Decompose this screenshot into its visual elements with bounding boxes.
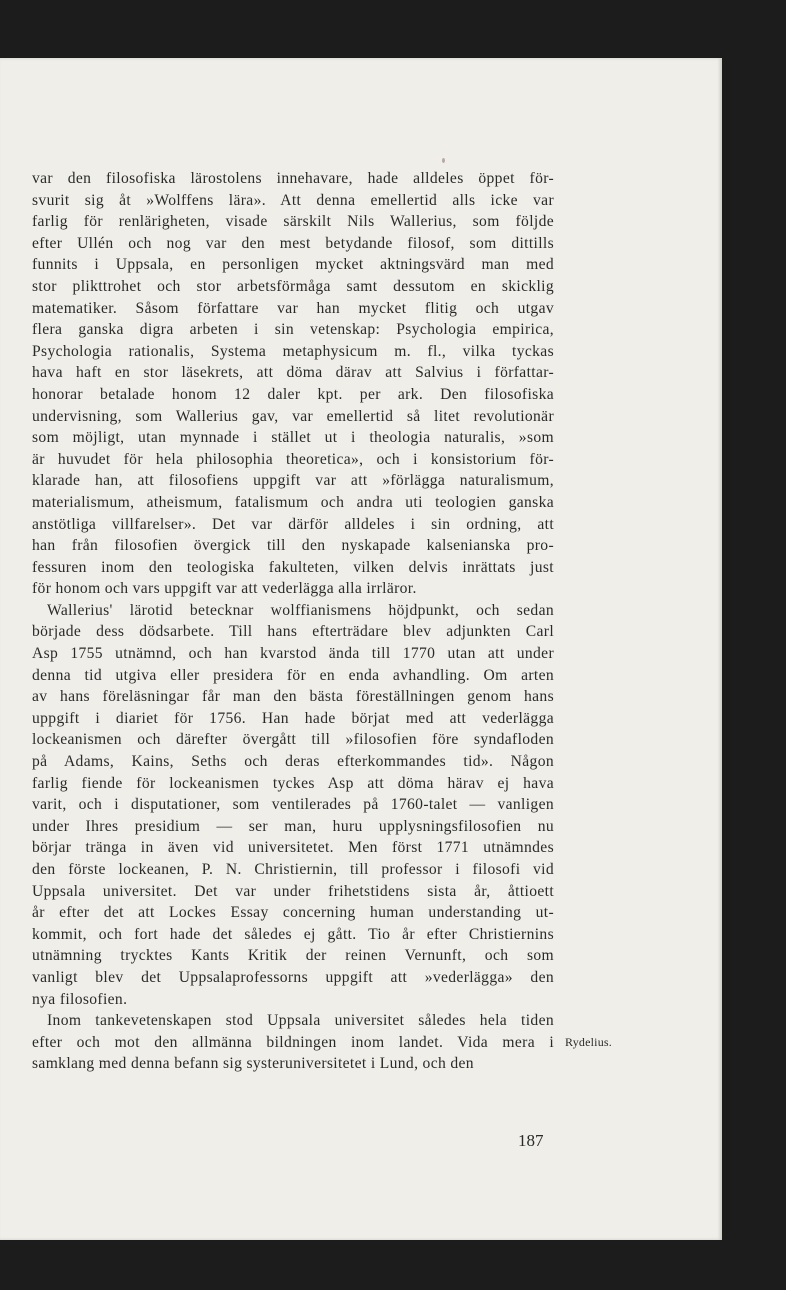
body-text xyxy=(32,168,554,1075)
text-line: funnits i Uppsala, en personligen mycket aktningsvärd man med xyxy=(32,256,554,274)
text-line: lockeanismen och därefter övergått till »filosofien före syndafloden xyxy=(32,731,554,749)
text-line: vanligt blev det Uppsalaprofessorns uppgift att »vederlägga» den xyxy=(32,968,554,986)
text-line: han från filosofien övergick till den nyskapade kalsenianska pro- xyxy=(32,537,554,555)
text-line: Psychologia rationalis, Systema metaphysicum m. fl., vilka tyckas xyxy=(32,342,554,360)
text-line: var den filosofiska lärostolens innehavare, hade alldeles öppet för- xyxy=(32,170,554,187)
text-line: Wallerius' lärotid betecknar wolffianismens höjdpunkt, och sedan xyxy=(47,601,554,619)
text-line: utnämning trycktes Kants Kritik der reinen Vernunft, och som xyxy=(32,947,554,965)
text-line: börjar tränga in även vid universitetet. Men först 1771 utnämndes xyxy=(32,839,554,857)
text-line: under Ihres presidium — ser man, huru upplysningsfilosofien nu xyxy=(32,817,554,835)
text-line: kommit, och fort hade det således ej gått. Tio år efter Christiernins xyxy=(32,925,554,943)
text-line: på Adams, Kains, Seths och deras efterkommandes tid». Någon xyxy=(32,753,554,771)
text-line: honorar betalade honom 12 daler kpt. per ark. Den filosofiska xyxy=(32,385,554,403)
text-line: den förste lockeanen, P. N. Christiernin, till professor i filosofi vid xyxy=(32,861,554,878)
text-line: Inom tankevetenskapen stod Uppsala universitet således hela tiden xyxy=(47,1012,554,1030)
text-line: är huvudet för hela philosophia theoretica», och i konsistorium för- xyxy=(32,450,554,468)
text-line: som möjligt, utan mynnade i stället ut i theologia naturalis, »som xyxy=(32,429,554,447)
book-page xyxy=(0,58,722,1240)
text-line: svurit sig åt »Wolffens lära». Att denna emellertid alls icke var xyxy=(32,191,554,209)
text-line: matematiker. Såsom författare var han mycket flitig och utgav xyxy=(32,299,554,317)
text-line: år efter det att Lockes Essay concerning human understanding ut- xyxy=(32,904,554,922)
text-line: varit, och i disputationer, som ventilerades på 1760-talet — vanligen xyxy=(32,796,554,814)
text-line: undervisning, som Wallerius gav, var emellertid så litet revolutionär xyxy=(32,407,554,425)
text-line: farlig för renlärigheten, visade särskilt Nils Wallerius, som följde xyxy=(32,213,554,231)
ink-speck xyxy=(442,158,445,163)
margin-note: Rydelius. xyxy=(565,1035,612,1049)
text-line: började dess dödsarbete. Till hans efterträdare blev adjunkten Carl xyxy=(32,623,554,641)
text-line: efter och mot den allmänna bildningen inom landet. Vida mera i xyxy=(32,1033,554,1051)
text-line: farlig fiende för lockeanismen tyckes Asp att döma härav ej hava xyxy=(32,774,554,792)
text-line: anstötliga villfarelser». Det var därför alldeles i sin ordning, att xyxy=(32,515,554,533)
text-line: av hans föreläsningar får man den bästa föreställningen genom hans xyxy=(32,688,554,706)
text-line: efter Ullén och nog var den mest betydande filosof, som dittills xyxy=(32,234,554,252)
text-line: hava haft en stor läsekrets, att döma därav att Salvius i författar- xyxy=(32,364,554,382)
text-line: stor plikttrohet och stor arbetsförmåga samt dessutom en skicklig xyxy=(32,277,554,295)
text-line: fessuren inom den teologiska fakulteten, vilken delvis inrättats just xyxy=(32,558,554,576)
text-line: denna tid utgiva eller presidera för en enda avhandling. Om arten xyxy=(32,666,554,684)
page-number: 187 xyxy=(518,1131,544,1150)
text-line: samklang med denna befann sig systeruniversitetet i Lund, och den xyxy=(32,1055,474,1073)
text-line: uppgift i diariet för 1756. Han hade börjat med att vederlägga xyxy=(32,709,554,727)
text-line: Uppsala universitet. Det var under frihetstidens sista år, åttioett xyxy=(32,882,554,900)
text-line: Asp 1755 utnämnd, och han kvarstod ända till 1770 utan att under xyxy=(32,645,554,663)
text-line: materialismum, atheismum, fatalismum och andra uti teologien ganska xyxy=(32,493,554,511)
text-line: klarade han, att filosofiens uppgift var att »förlägga naturalismum, xyxy=(32,472,554,490)
text-line: för honom och vars uppgift var att vederlägga alla irrläror. xyxy=(32,580,417,598)
text-line: flera ganska digra arbeten i sin vetenskap: Psychologia empirica, xyxy=(32,321,554,339)
text-line: nya filosofien. xyxy=(32,990,128,1008)
